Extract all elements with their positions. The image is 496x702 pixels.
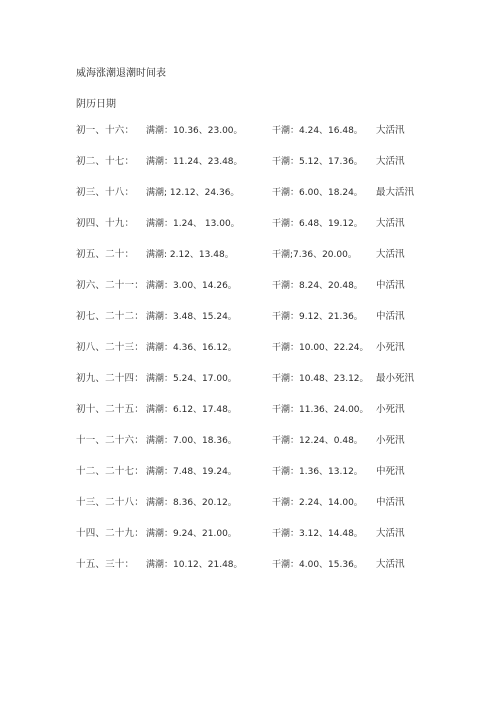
lunar-day: 十四、二十九： (76, 528, 144, 539)
document-subtitle: 阴历日期 (76, 99, 116, 110)
tide-type: 中活汛 (376, 280, 405, 291)
low-tide: 干潮;7.36、20.00。 (272, 250, 357, 260)
low-tide: 干潮：6.00、18.24。 (272, 188, 363, 198)
high-tide: 满潮：3.48、15.24。 (146, 312, 237, 322)
lunar-day: 十一、二十六： (76, 435, 144, 446)
table-row (76, 219, 486, 250)
tide-type: 最小死汛 (376, 373, 415, 384)
table-row (76, 281, 486, 312)
lunar-day: 初一、十六： (76, 125, 135, 136)
table-row (76, 312, 486, 343)
high-tide: 满潮: 2.12、13.48。 (146, 250, 234, 260)
tide-type: 大活汛 (376, 559, 405, 570)
high-tide: 满潮：10.36、23.00。 (146, 126, 243, 136)
tide-type: 大活汛 (376, 528, 405, 539)
high-tide: 满潮：11.24、23.48。 (146, 157, 243, 167)
lunar-day: 初三、十八： (76, 187, 135, 198)
high-tide: 满潮：1.24、 13.00。 (146, 219, 240, 229)
low-tide: 干潮：11.36、24.00。 (272, 405, 369, 415)
high-tide: 满潮：7.48、19.24。 (146, 467, 237, 477)
lunar-day: 初八、二十三： (76, 342, 144, 353)
lunar-day: 初十、二十五： (76, 404, 144, 415)
table-row (76, 436, 486, 467)
tide-type: 中活汛 (376, 497, 405, 508)
tide-type: 大活汛 (376, 249, 405, 260)
table-row (76, 343, 486, 374)
tide-table (76, 126, 486, 591)
table-row (76, 467, 486, 498)
low-tide: 干潮：4.00、15.36。 (272, 560, 363, 570)
low-tide: 干潮：4.24、16.48。 (272, 126, 363, 136)
lunar-day: 十五、三十： (76, 559, 135, 570)
table-row (76, 498, 486, 529)
high-tide: 满潮：5.24、17.00。 (146, 374, 237, 384)
high-tide: 满潮：9.24、21.00。 (146, 529, 237, 539)
high-tide: 满潮：4.36、16.12。 (146, 343, 237, 353)
high-tide: 满潮：6.12、17.48。 (146, 405, 237, 415)
tide-type: 小死汛 (376, 404, 405, 415)
tide-type: 小死汛 (376, 342, 405, 353)
tide-type: 大活汛 (376, 218, 405, 229)
lunar-day: 初六、二十一： (76, 280, 144, 291)
lunar-day: 初七、二十二： (76, 311, 144, 322)
tide-type: 最大活汛 (376, 187, 415, 198)
table-row (76, 188, 486, 219)
high-tide: 满潮：3.00、14.26。 (146, 281, 237, 291)
document-title: 威海涨潮退潮时间表 (76, 68, 166, 79)
table-row (76, 250, 486, 281)
tide-type: 中死汛 (376, 466, 405, 477)
high-tide: 满潮：7.00、18.36。 (146, 436, 237, 446)
tide-type: 大活汛 (376, 125, 405, 136)
low-tide: 干潮：5.12、17.36。 (272, 157, 363, 167)
table-row (76, 374, 486, 405)
high-tide: 满潮：8.36、20.12。 (146, 498, 237, 508)
low-tide: 干潮：8.24、20.48。 (272, 281, 363, 291)
high-tide: 满潮; 12.12、24.36。 (146, 188, 240, 198)
low-tide: 干潮：3.12、14.48。 (272, 529, 363, 539)
lunar-day: 十二、二十七： (76, 466, 144, 477)
table-row (76, 560, 486, 591)
low-tide: 干潮：10.48、23.12。 (272, 374, 369, 384)
low-tide: 干潮：12.24、0.48。 (272, 436, 363, 446)
low-tide: 干潮：6.48、19.12。 (272, 219, 363, 229)
low-tide: 干潮：1.36、13.12。 (272, 467, 363, 477)
low-tide: 干潮：2.24、14.00。 (272, 498, 363, 508)
tide-type: 中活汛 (376, 311, 405, 322)
lunar-day: 十三、二十八： (76, 497, 144, 508)
high-tide: 满潮：10.12、21.48。 (146, 560, 243, 570)
low-tide: 干潮：9.12、21.36。 (272, 312, 363, 322)
lunar-day: 初四、十九： (76, 218, 135, 229)
tide-type: 大活汛 (376, 156, 405, 167)
table-row (76, 157, 486, 188)
low-tide: 干潮：10.00、22.24。 (272, 343, 369, 353)
table-row (76, 405, 486, 436)
lunar-day: 初二、十七： (76, 156, 135, 167)
lunar-day: 初九、二十四： (76, 373, 144, 384)
lunar-day: 初五、二十： (76, 249, 135, 260)
tide-type: 小死汛 (376, 435, 405, 446)
table-row (76, 529, 486, 560)
table-row (76, 126, 486, 157)
